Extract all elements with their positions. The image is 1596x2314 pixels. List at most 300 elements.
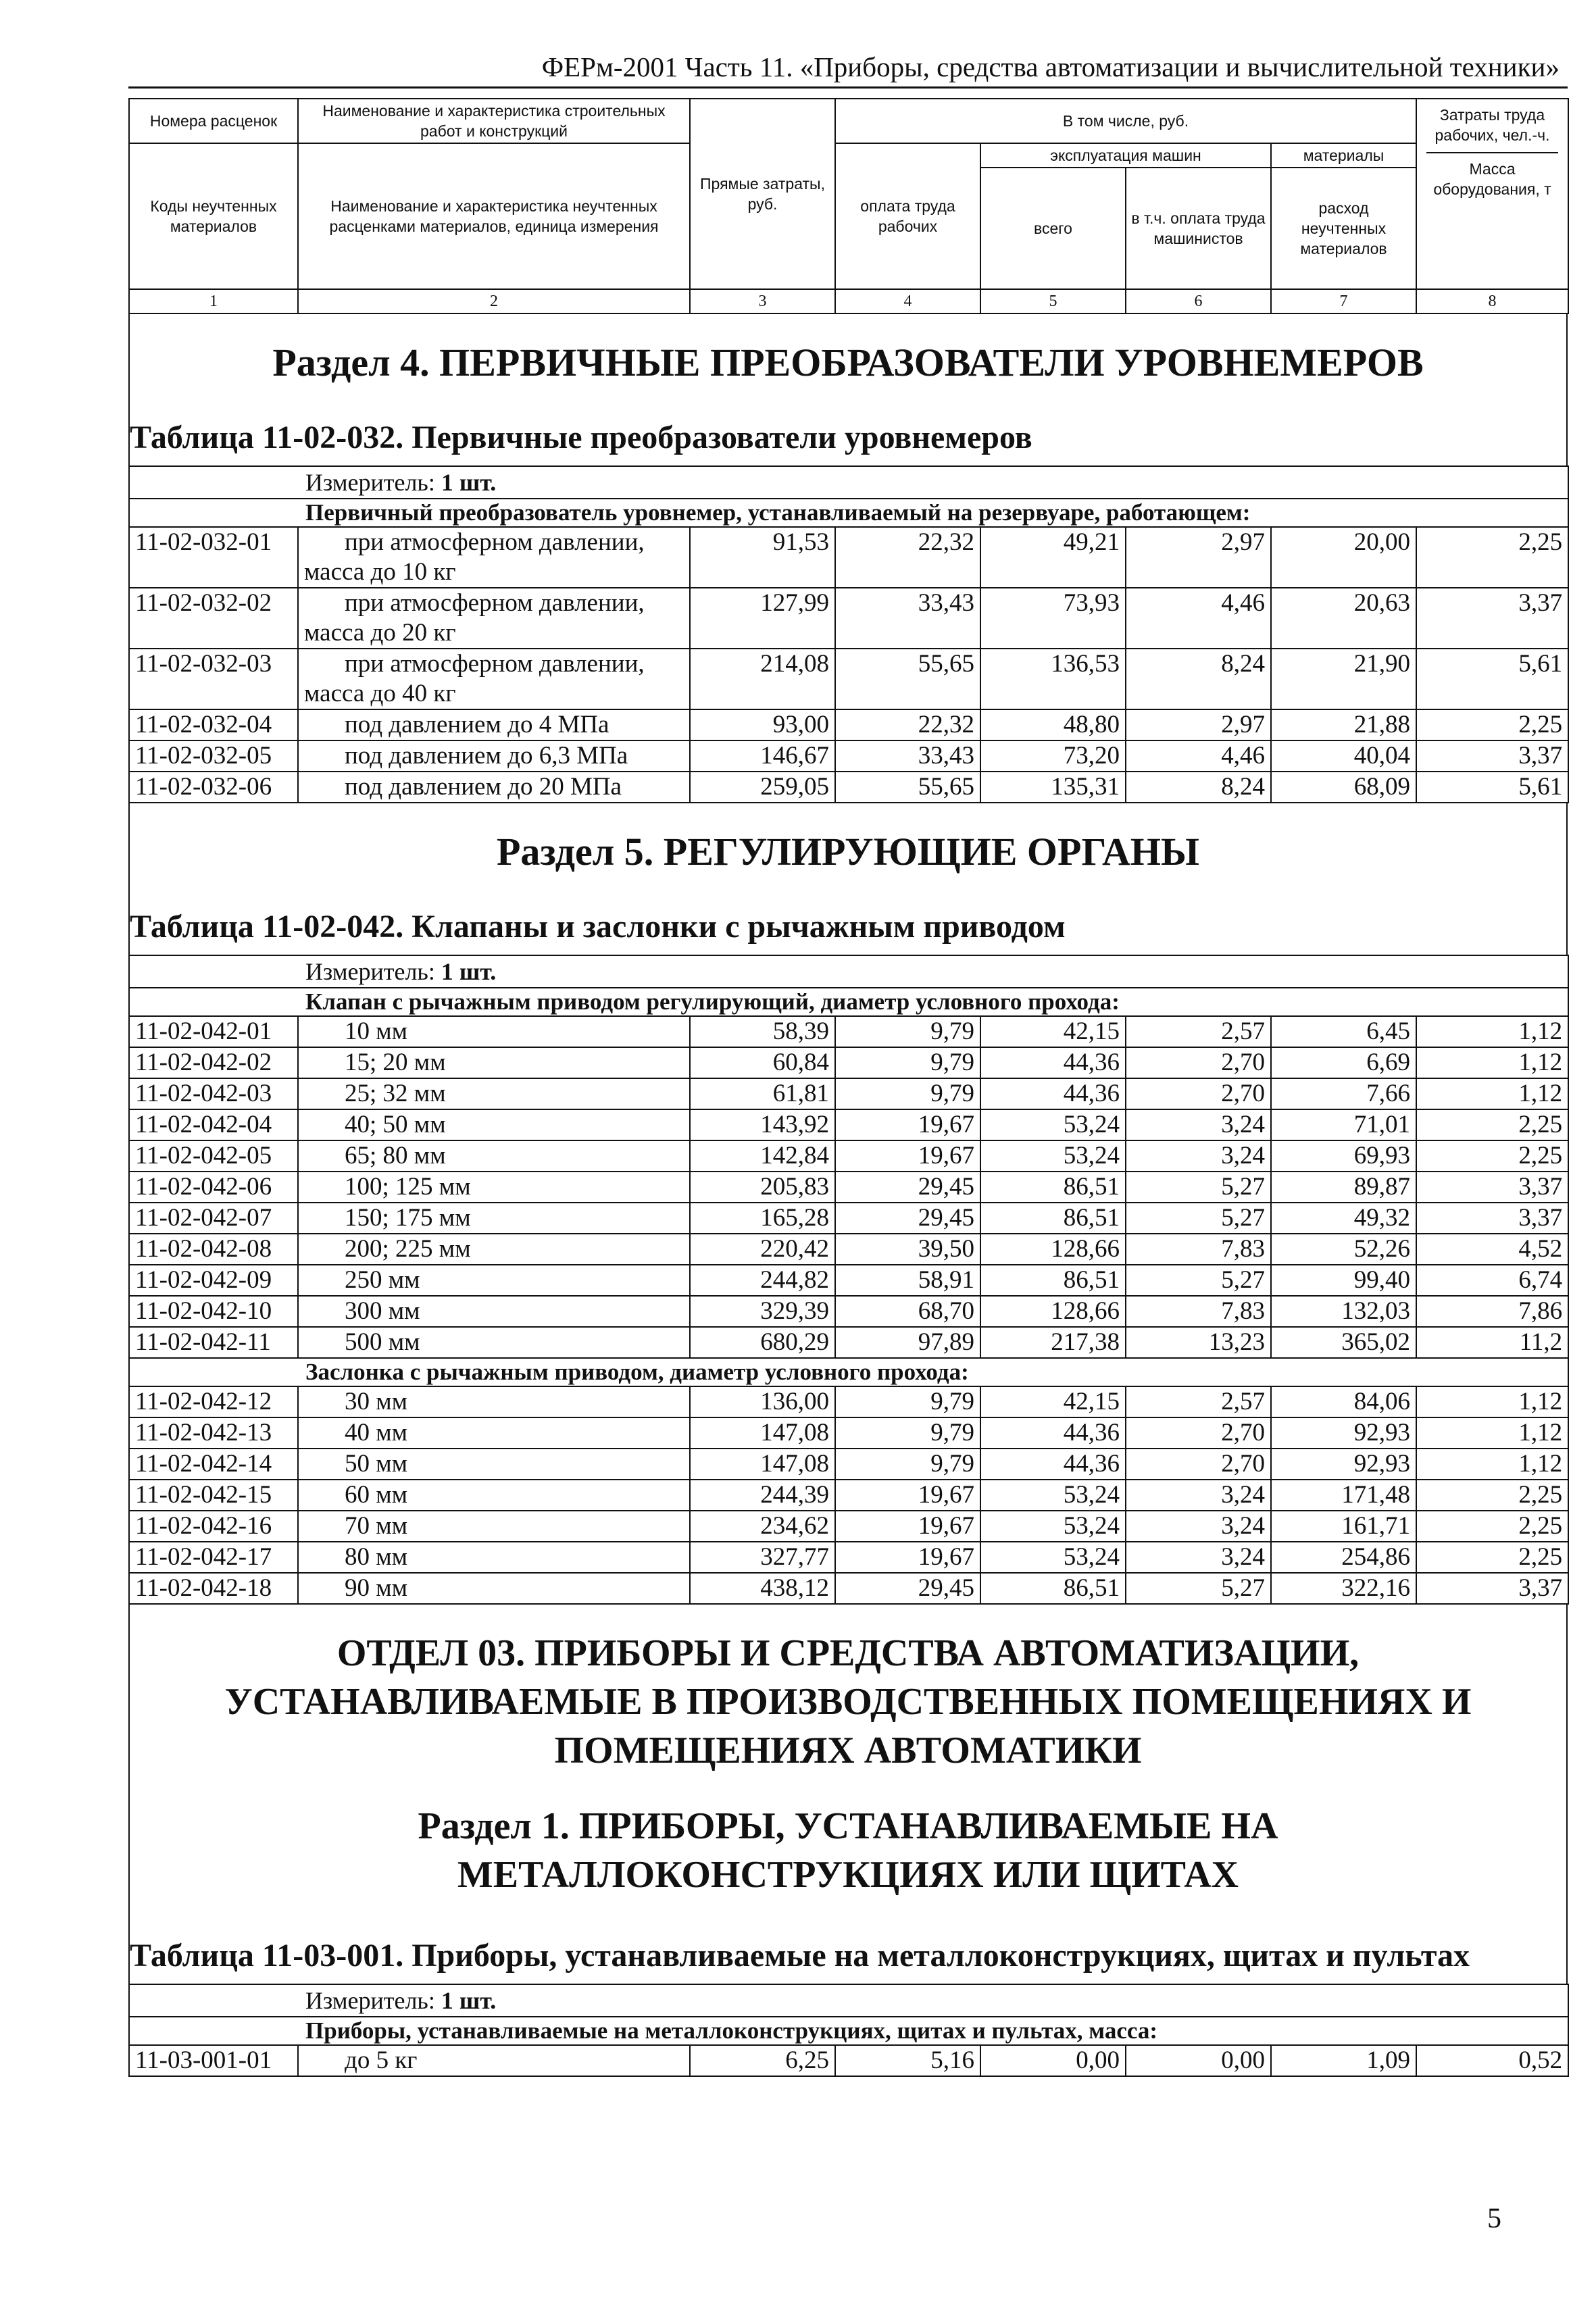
row-name-line1: 90 мм: [345, 1574, 408, 1602]
table-row: [129, 2045, 1568, 2076]
col2-header-bottom: Наименование и характеристика неучтенных расценками материалов, единица измерения: [298, 143, 690, 289]
row-value: 1,12: [1416, 1016, 1568, 1047]
row-value: 58,91: [835, 1265, 980, 1296]
page-number: 5: [1487, 2203, 1501, 2234]
group-label: Приборы, устанавливаемые на металлоконструкциях, щитах и пультах, масса:: [129, 2017, 1568, 2045]
table-row: [129, 527, 1568, 588]
table-row: [129, 1078, 1568, 1109]
row-value: 33,43: [835, 588, 980, 649]
row-name-line1: 50 мм: [345, 1450, 408, 1478]
row-value: 3,37: [1416, 740, 1568, 772]
row-name-line1: 70 мм: [345, 1512, 408, 1540]
row-value: 2,25: [1416, 1480, 1568, 1511]
section-4-title: Раздел 4. ПЕРВИЧНЫЕ ПРЕОБРАЗОВАТЕЛИ УРОВНЕМЕРОВ: [272, 341, 1424, 384]
row-value: 4,46: [1126, 588, 1271, 649]
table-row: [129, 1386, 1568, 1417]
row-value: 2,25: [1416, 1511, 1568, 1542]
row-name: [298, 649, 690, 709]
row-name-line1: 150; 175 мм: [345, 1204, 471, 1232]
row-value: 19,67: [835, 1480, 980, 1511]
row-value: 93,00: [690, 709, 835, 740]
row-name-line1: под давлением до 4 МПа: [345, 711, 609, 738]
row-value: 73,20: [980, 740, 1126, 772]
row-value: 53,24: [980, 1511, 1126, 1542]
row-value: 2,70: [1126, 1078, 1271, 1109]
row-name-line1: 250 мм: [345, 1266, 420, 1294]
row-name-line2: масса до 20 кг: [304, 619, 456, 647]
row-value: 147,08: [690, 1449, 835, 1480]
row-value: 1,12: [1416, 1449, 1568, 1480]
row-value: 42,15: [980, 1386, 1126, 1417]
table-row: [129, 1327, 1568, 1358]
row-value: 29,45: [835, 1203, 980, 1234]
row-value: 146,67: [690, 740, 835, 772]
row-value: 8,24: [1126, 649, 1271, 709]
row-name-line2: масса до 10 кг: [304, 558, 456, 586]
row-code: 11-02-042-17: [129, 1542, 298, 1573]
table-body: [129, 527, 1568, 803]
row-value: 2,25: [1416, 527, 1568, 588]
row-value: 0,00: [1126, 2045, 1271, 2076]
row-name: [298, 772, 690, 803]
row-code: 11-03-001-01: [129, 2045, 298, 2076]
row-value: 7,66: [1271, 1078, 1416, 1109]
row-value: 9,79: [835, 1016, 980, 1047]
col2-header-top: Наименование и характеристика строительных работ и конструкций: [298, 99, 690, 143]
row-name: [298, 1140, 690, 1172]
table-row: [129, 1542, 1568, 1573]
row-value: 259,05: [690, 772, 835, 803]
row-value: 49,32: [1271, 1203, 1416, 1234]
row-name-line1: 40 мм: [345, 1419, 408, 1447]
row-value: 55,65: [835, 649, 980, 709]
row-value: 327,77: [690, 1542, 835, 1573]
row-value: 2,25: [1416, 1542, 1568, 1573]
row-name: [298, 1296, 690, 1327]
row-value: 68,70: [835, 1296, 980, 1327]
table-row: [129, 1480, 1568, 1511]
materials-header: материалы: [1271, 143, 1416, 168]
row-value: 132,03: [1271, 1296, 1416, 1327]
row-code: 11-02-042-07: [129, 1203, 298, 1234]
row-name-line1: 65; 80 мм: [345, 1142, 446, 1169]
row-name: [298, 1327, 690, 1358]
row-value: 171,48: [1271, 1480, 1416, 1511]
row-value: 5,16: [835, 2045, 980, 2076]
col8-header: [1416, 99, 1568, 289]
row-value: 13,23: [1126, 1327, 1271, 1358]
row-value: 29,45: [835, 1573, 980, 1604]
table-11-03-001-title: Таблица 11-03-001. Приборы, устанавливаемые на металлоконструкциях, щитах и пультах: [130, 1938, 1470, 1973]
row-code: 11-02-032-04: [129, 709, 298, 740]
row-code: 11-02-042-18: [129, 1573, 298, 1604]
page: [128, 47, 1568, 2077]
row-value: 5,27: [1126, 1265, 1271, 1296]
row-code: 11-02-042-12: [129, 1386, 298, 1417]
col-number: 6: [1126, 289, 1271, 313]
row-value: 33,43: [835, 740, 980, 772]
row-code: 11-02-042-05: [129, 1140, 298, 1172]
row-value: 4,52: [1416, 1234, 1568, 1265]
row-value: 680,29: [690, 1327, 835, 1358]
row-value: 1,12: [1416, 1047, 1568, 1078]
row-code: 11-02-042-04: [129, 1109, 298, 1140]
row-value: 7,83: [1126, 1234, 1271, 1265]
row-value: 97,89: [835, 1327, 980, 1358]
group-label: Клапан с рычажным приводом регулирующий, диаметр условного прохода:: [129, 988, 1568, 1016]
row-name-line1: при атмосферном давлении,: [345, 650, 645, 678]
row-value: 9,79: [835, 1417, 980, 1449]
row-value: 220,42: [690, 1234, 835, 1265]
unit-label: Измеритель: 1 шт.: [129, 466, 1568, 499]
row-code: 11-02-042-03: [129, 1078, 298, 1109]
row-code: 11-02-042-15: [129, 1480, 298, 1511]
machines-header: эксплуатация машин: [980, 143, 1271, 168]
row-value: 5,61: [1416, 649, 1568, 709]
row-value: 44,36: [980, 1417, 1126, 1449]
row-value: 6,74: [1416, 1265, 1568, 1296]
row-value: 44,36: [980, 1078, 1126, 1109]
row-code: 11-02-042-01: [129, 1016, 298, 1047]
row-value: 147,08: [690, 1417, 835, 1449]
row-value: 7,83: [1126, 1296, 1271, 1327]
incl-header: В том числе, руб.: [835, 99, 1416, 143]
row-value: 1,12: [1416, 1417, 1568, 1449]
row-value: 84,06: [1271, 1386, 1416, 1417]
row-value: 40,04: [1271, 740, 1416, 772]
row-value: 20,00: [1271, 527, 1416, 588]
row-value: 8,24: [1126, 772, 1271, 803]
row-name: [298, 740, 690, 772]
row-value: 60,84: [690, 1047, 835, 1078]
row-value: 127,99: [690, 588, 835, 649]
row-code: 11-02-042-09: [129, 1265, 298, 1296]
row-value: 1,12: [1416, 1386, 1568, 1417]
row-value: 69,93: [1271, 1140, 1416, 1172]
row-value: 42,15: [980, 1016, 1126, 1047]
row-value: 71,01: [1271, 1109, 1416, 1140]
table-row: [129, 1265, 1568, 1296]
row-name-line1: 40; 50 мм: [345, 1111, 446, 1138]
row-code: 11-02-042-16: [129, 1511, 298, 1542]
row-code: 11-02-042-08: [129, 1234, 298, 1265]
row-value: 9,79: [835, 1078, 980, 1109]
row-value: 19,67: [835, 1542, 980, 1573]
table-row: [129, 1511, 1568, 1542]
row-value: 22,32: [835, 527, 980, 588]
row-value: 0,52: [1416, 2045, 1568, 2076]
table-body: [129, 1016, 1568, 1358]
row-name: [298, 1172, 690, 1203]
table-row: [129, 1172, 1568, 1203]
row-value: 2,25: [1416, 709, 1568, 740]
d3-section-1-title: Раздел 1. ПРИБОРЫ, УСТАНАВЛИВАЕМЫЕ НА МЕТАЛЛОКОНСТРУКЦИЯХ ИЛИ ЩИТАХ: [418, 1805, 1278, 1896]
row-name: [298, 1480, 690, 1511]
row-code: 11-02-042-02: [129, 1047, 298, 1078]
row-value: 254,86: [1271, 1542, 1416, 1573]
row-value: 329,39: [690, 1296, 835, 1327]
row-value: 322,16: [1271, 1573, 1416, 1604]
row-value: 128,66: [980, 1296, 1126, 1327]
row-value: 3,24: [1126, 1480, 1271, 1511]
row-value: 92,93: [1271, 1417, 1416, 1449]
row-value: 1,12: [1416, 1078, 1568, 1109]
row-value: 5,27: [1126, 1203, 1271, 1234]
row-value: 91,53: [690, 527, 835, 588]
row-value: 86,51: [980, 1265, 1126, 1296]
row-name-line1: 200; 225 мм: [345, 1235, 471, 1263]
row-value: 11,2: [1416, 1327, 1568, 1358]
row-value: 143,92: [690, 1109, 835, 1140]
row-value: 86,51: [980, 1573, 1126, 1604]
row-value: 214,08: [690, 649, 835, 709]
row-value: 19,67: [835, 1140, 980, 1172]
table-row: [129, 649, 1568, 709]
row-value: 68,09: [1271, 772, 1416, 803]
row-name: [298, 1417, 690, 1449]
row-value: 44,36: [980, 1449, 1126, 1480]
row-value: 161,71: [1271, 1511, 1416, 1542]
table-11-02-032-title: Таблица 11-02-032. Первичные преобразователи уровнемеров: [130, 420, 1032, 455]
table-11-02-032: [128, 466, 1569, 803]
row-value: 136,00: [690, 1386, 835, 1417]
row-name: [298, 1449, 690, 1480]
row-name: [298, 588, 690, 649]
row-value: 9,79: [835, 1047, 980, 1078]
row-name-line1: 25; 32 мм: [345, 1080, 446, 1107]
row-value: 2,97: [1126, 709, 1271, 740]
unit-label: Измеритель: 1 шт.: [129, 955, 1568, 988]
row-value: 9,79: [835, 1386, 980, 1417]
row-value: 39,50: [835, 1234, 980, 1265]
row-value: 128,66: [980, 1234, 1126, 1265]
section-5-block: [128, 803, 1568, 955]
unit-label: Измеритель: 1 шт.: [129, 1984, 1568, 2017]
row-name-line1: 30 мм: [345, 1388, 408, 1415]
row-value: 2,70: [1126, 1417, 1271, 1449]
row-value: 3,37: [1416, 1573, 1568, 1604]
row-value: 44,36: [980, 1047, 1126, 1078]
col7-header: расход неучтенных материалов: [1271, 168, 1416, 289]
row-name-line1: при атмосферном давлении,: [345, 589, 645, 617]
table-11-02-042-title: Таблица 11-02-042. Клапаны и заслонки с рычажным приводом: [130, 909, 1066, 945]
row-value: 2,70: [1126, 1449, 1271, 1480]
row-code: 11-02-032-01: [129, 527, 298, 588]
row-name: [298, 1542, 690, 1573]
col-number: 3: [690, 289, 835, 313]
row-name: [298, 1234, 690, 1265]
row-value: 49,21: [980, 527, 1126, 588]
row-value: 4,46: [1126, 740, 1271, 772]
row-value: 3,24: [1126, 1542, 1271, 1573]
row-name: [298, 1573, 690, 1604]
table-row: [129, 1234, 1568, 1265]
table-row: [129, 1047, 1568, 1078]
row-value: 53,24: [980, 1480, 1126, 1511]
table-11-02-042: [128, 955, 1569, 1605]
row-value: 217,38: [980, 1327, 1126, 1358]
row-code: 11-02-032-05: [129, 740, 298, 772]
table-body: [129, 1386, 1568, 1604]
row-value: 6,69: [1271, 1047, 1416, 1078]
group-label: Первичный преобразователь уровнемер, устанавливаемый на резервуаре, работающем:: [129, 499, 1568, 527]
col1-header-top: Номера расценок: [129, 99, 298, 143]
row-name: [298, 1016, 690, 1047]
row-name-line2: масса до 40 кг: [304, 680, 456, 707]
row-value: 48,80: [980, 709, 1126, 740]
row-value: 3,37: [1416, 1172, 1568, 1203]
table-body: [129, 2045, 1568, 2076]
row-name: [298, 527, 690, 588]
col-number: 4: [835, 289, 980, 313]
row-code: 11-02-032-02: [129, 588, 298, 649]
row-value: 55,65: [835, 772, 980, 803]
row-value: 1,09: [1271, 2045, 1416, 2076]
col6-header: в т.ч. оплата труда машинистов: [1126, 168, 1271, 289]
department-03-title: ОТДЕЛ 03. ПРИБОРЫ И СРЕДСТВА АВТОМАТИЗАЦИИ, УСТАНАВЛИВАЕМЫЕ В ПРОИЗВОДСТВЕННЫХ ПОМЕЩЕНИЯХ И ПОМЕЩЕНИЯХ АВТОМАТИКИ: [224, 1632, 1472, 1771]
row-value: 92,93: [1271, 1449, 1416, 1480]
row-value: 136,53: [980, 649, 1126, 709]
table-row: [129, 1109, 1568, 1140]
col4-header: оплата труда рабочих: [835, 143, 980, 289]
section-5-title: Раздел 5. РЕГУЛИРУЮЩИЕ ОРГАНЫ: [496, 830, 1199, 874]
row-code: 11-02-042-13: [129, 1417, 298, 1449]
row-name: [298, 1386, 690, 1417]
row-value: 165,28: [690, 1203, 835, 1234]
row-value: 2,70: [1126, 1047, 1271, 1078]
table-11-03-001: [128, 1984, 1569, 2077]
row-name-line1: 15; 20 мм: [345, 1049, 446, 1076]
row-name-line1: 60 мм: [345, 1481, 408, 1509]
row-value: 20,63: [1271, 588, 1416, 649]
row-value: 86,51: [980, 1203, 1126, 1234]
col-number: 7: [1271, 289, 1416, 313]
row-value: 3,37: [1416, 1203, 1568, 1234]
group-label: Заслонка с рычажным приводом, диаметр условного прохода:: [129, 1358, 1568, 1386]
table-row: [129, 772, 1568, 803]
row-value: 21,90: [1271, 649, 1416, 709]
row-value: 3,24: [1126, 1511, 1271, 1542]
row-name-line1: при атмосферном давлении,: [345, 528, 645, 556]
row-value: 58,39: [690, 1016, 835, 1047]
row-code: 11-02-032-03: [129, 649, 298, 709]
row-value: 2,57: [1126, 1386, 1271, 1417]
row-name: [298, 1078, 690, 1109]
row-value: 9,79: [835, 1449, 980, 1480]
row-name-line1: до 5 кг: [345, 2046, 418, 2074]
col-number: 8: [1416, 289, 1568, 313]
row-value: 244,39: [690, 1480, 835, 1511]
row-value: 205,83: [690, 1172, 835, 1203]
row-name-line1: под давлением до 20 МПа: [345, 773, 622, 801]
row-code: 11-02-032-06: [129, 772, 298, 803]
department-03-block: [128, 1605, 1568, 1984]
row-name-line1: 300 мм: [345, 1297, 420, 1325]
row-code: 11-02-042-10: [129, 1296, 298, 1327]
row-value: 0,00: [980, 2045, 1126, 2076]
row-value: 5,27: [1126, 1172, 1271, 1203]
table-row: [129, 1417, 1568, 1449]
row-value: 53,24: [980, 1109, 1126, 1140]
col3-header: Прямые затраты, руб.: [690, 99, 835, 289]
row-value: 19,67: [835, 1511, 980, 1542]
row-value: 6,45: [1271, 1016, 1416, 1047]
row-value: 89,87: [1271, 1172, 1416, 1203]
row-code: 11-02-042-14: [129, 1449, 298, 1480]
col-number: 5: [980, 289, 1126, 313]
row-value: 2,97: [1126, 527, 1271, 588]
row-value: 22,32: [835, 709, 980, 740]
row-value: 73,93: [980, 588, 1126, 649]
row-value: 244,82: [690, 1265, 835, 1296]
row-value: 3,24: [1126, 1140, 1271, 1172]
row-value: 3,24: [1126, 1109, 1271, 1140]
row-value: 5,61: [1416, 772, 1568, 803]
column-header-table: [128, 98, 1569, 314]
table-row: [129, 1449, 1568, 1480]
running-header: ФЕРм-2001 Часть 11. «Приборы, средства автоматизации и вычислительной техники»: [128, 47, 1568, 89]
row-name-line1: под давлением до 6,3 МПа: [345, 742, 628, 770]
row-name-line1: 100; 125 мм: [345, 1173, 471, 1201]
row-name: [298, 1203, 690, 1234]
row-value: 7,86: [1416, 1296, 1568, 1327]
row-value: 52,26: [1271, 1234, 1416, 1265]
row-value: 99,40: [1271, 1265, 1416, 1296]
row-code: 11-02-042-11: [129, 1327, 298, 1358]
row-value: 86,51: [980, 1172, 1126, 1203]
col8-header-bottom: Масса оборудования, т: [1433, 160, 1551, 198]
table-row: [129, 1203, 1568, 1234]
row-value: 5,27: [1126, 1573, 1271, 1604]
row-value: 61,81: [690, 1078, 835, 1109]
row-value: 142,84: [690, 1140, 835, 1172]
row-name: [298, 1109, 690, 1140]
table-row: [129, 588, 1568, 649]
row-value: 29,45: [835, 1172, 980, 1203]
col5-header: всего: [980, 168, 1126, 289]
row-name: [298, 1047, 690, 1078]
row-name: [298, 1511, 690, 1542]
row-value: 2,25: [1416, 1109, 1568, 1140]
row-value: 234,62: [690, 1511, 835, 1542]
row-name-line1: 500 мм: [345, 1328, 420, 1356]
row-value: 2,25: [1416, 1140, 1568, 1172]
row-value: 2,57: [1126, 1016, 1271, 1047]
row-name: [298, 2045, 690, 2076]
row-name: [298, 1265, 690, 1296]
row-name-line1: 80 мм: [345, 1543, 408, 1571]
row-value: 135,31: [980, 772, 1126, 803]
row-value: 365,02: [1271, 1327, 1416, 1358]
row-value: 53,24: [980, 1140, 1126, 1172]
row-value: 21,88: [1271, 709, 1416, 740]
table-row: [129, 740, 1568, 772]
section-4-block: [128, 314, 1568, 466]
row-value: 6,25: [690, 2045, 835, 2076]
table-row: [129, 1573, 1568, 1604]
table-row: [129, 1296, 1568, 1327]
table-row: [129, 1016, 1568, 1047]
col1-header-bottom: Коды неучтенных материалов: [129, 143, 298, 289]
row-value: 53,24: [980, 1542, 1126, 1573]
col-number: 2: [298, 289, 690, 313]
row-code: 11-02-042-06: [129, 1172, 298, 1203]
row-name-line1: 10 мм: [345, 1017, 408, 1045]
row-value: 19,67: [835, 1109, 980, 1140]
col8-header-top: Затраты труда рабочих, чел.-ч.: [1435, 106, 1550, 144]
row-value: 438,12: [690, 1573, 835, 1604]
table-row: [129, 709, 1568, 740]
